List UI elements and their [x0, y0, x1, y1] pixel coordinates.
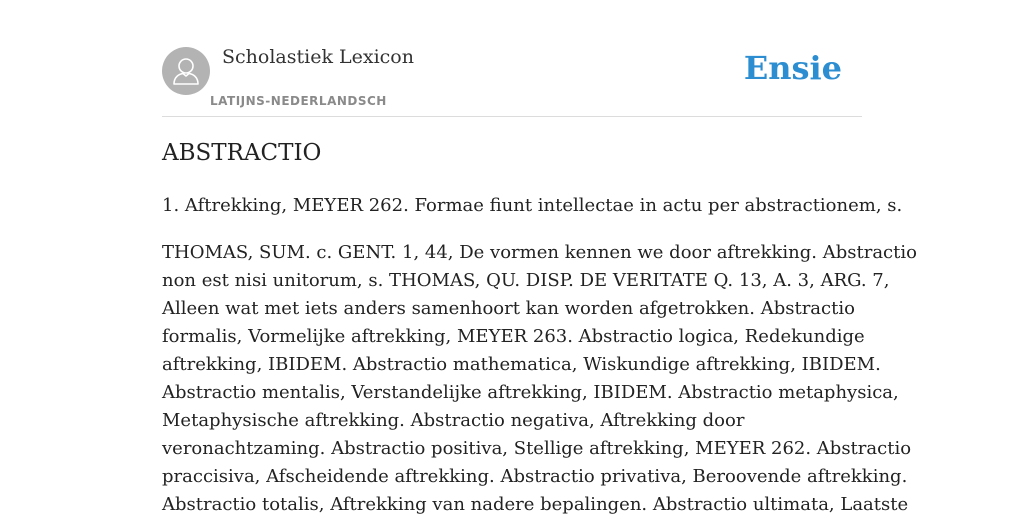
ensie-logo[interactable]: Ensie — [743, 49, 842, 87]
avatar[interactable] — [162, 47, 210, 95]
dictionary-subtitle: LATIJNS-NEDERLANDSCH — [210, 94, 387, 108]
entry-paragraph: 1. Aftrekking, MEYER 262. Formae fiunt intellectae in actu per abstractionem, s. — [162, 195, 903, 216]
entry-paragraph — [162, 239, 917, 519]
dictionary-header — [162, 0, 862, 117]
entry-text-line: formalis, Vormelijke aftrekking, MEYER 263. Abstractio logica, Redekundige — [162, 326, 865, 347]
entry-text-line: Alleen wat met iets anders samenhoort kan worden afgetrokken. Abstractio — [162, 298, 855, 319]
user-icon — [162, 47, 210, 95]
entry-text-line: THOMAS, SUM. c. GENT. 1, 44, De vormen kennen we door aftrekking. Abstractio — [162, 242, 917, 263]
entry-text-line: Abstractio mentalis, Verstandelijke aftrekking, IBIDEM. Abstractio metaphysica, — [162, 382, 899, 403]
entry-text-line: veronachtzaming. Abstractio positiva, Stellige aftrekking, MEYER 262. Abstractio — [162, 438, 912, 459]
page — [162, 0, 917, 515]
entry-text-line: non est nisi unitorum, s. THOMAS, QU. DISP. DE VERITATE Q. 13, A. 3, ARG. 7, — [162, 270, 890, 291]
entry-text-line: Metaphysische aftrekking. Abstractio negativa, Aftrekking door — [162, 410, 745, 431]
dictionary-name[interactable]: Scholastiek Lexicon — [222, 46, 414, 68]
entry-text-line: aftrekking, IBIDEM. Abstractio mathematica, Wiskundige aftrekking, IBIDEM. — [162, 354, 881, 375]
entry-title: ABSTRACTIO — [162, 140, 322, 166]
entry-text-line: Abstractio totalis, Aftrekking van nadere bepalingen. Abstractio ultimata, Laatste — [162, 494, 909, 515]
entry-text-line: praccisiva, Afscheidende aftrekking. Abstractio privativa, Beroovende aftrekking. — [162, 466, 908, 487]
